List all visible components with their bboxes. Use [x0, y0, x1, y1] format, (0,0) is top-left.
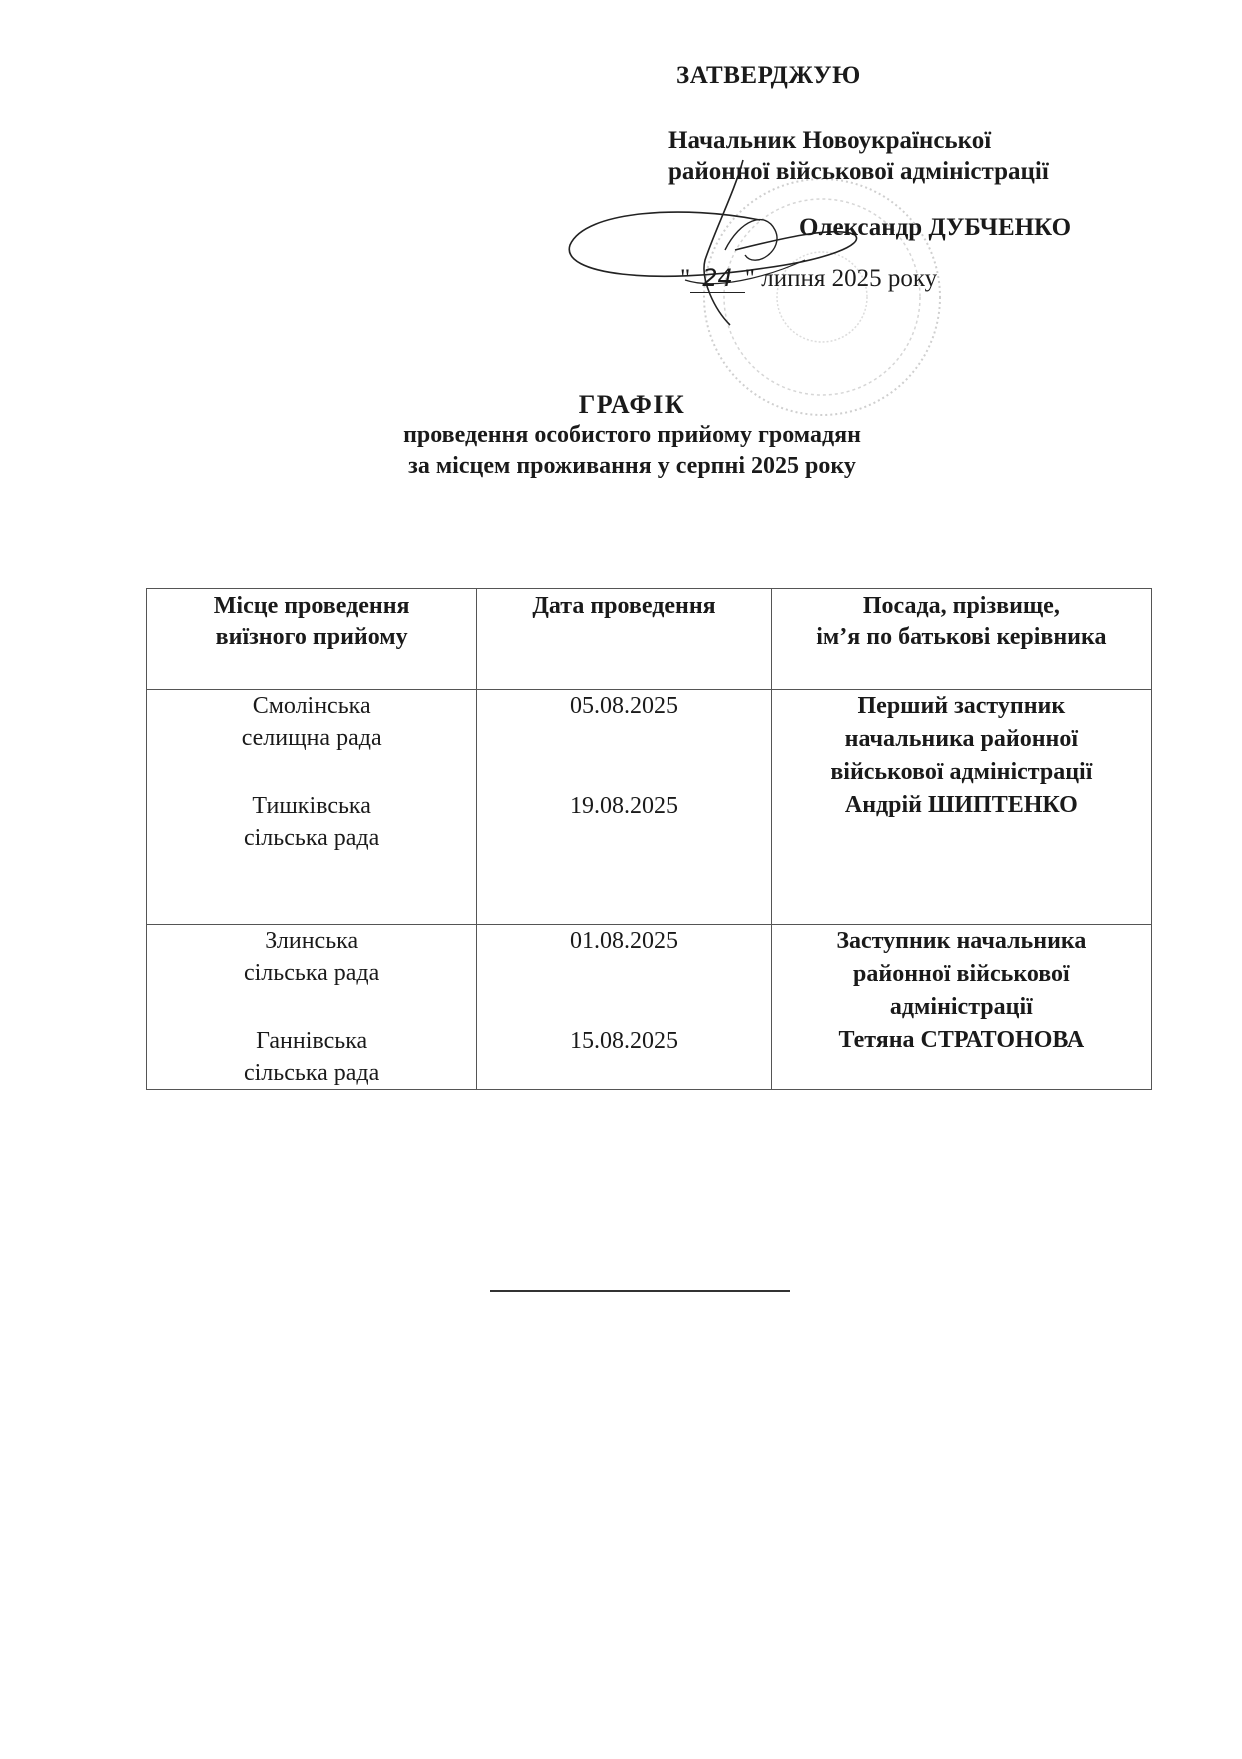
official-line: начальника районної	[844, 726, 1079, 752]
visit-date: 19.08.2025	[570, 793, 678, 819]
official-cell	[771, 690, 1151, 925]
approval-word: ЗАТВЕРДЖУЮ	[676, 62, 861, 89]
date-month-year: липня 2025 року	[761, 265, 938, 292]
place-name: Тишківська	[252, 793, 371, 819]
date-open-quote: "	[680, 265, 691, 292]
approval-date	[680, 264, 1228, 293]
place-name: сільська рада	[243, 960, 380, 986]
header-date	[477, 589, 771, 690]
date-cell	[477, 690, 771, 925]
header-line: виїзного прийому	[215, 624, 408, 650]
title-main: ГРАФІК	[578, 390, 686, 419]
official-line: військової адміністрації	[830, 759, 1093, 785]
official-line: Заступник начальника	[836, 928, 1087, 954]
place-cell	[147, 690, 477, 925]
document-title	[0, 390, 1242, 482]
title-line: за місцем проживання у серпні 2025 року	[408, 453, 856, 479]
header-line: Місце проведення	[213, 593, 410, 619]
approval-block	[668, 62, 1228, 293]
visit-date: 01.08.2025	[570, 928, 678, 954]
header-line: Посада, прізвище,	[862, 593, 1060, 619]
approver-position	[668, 125, 1228, 187]
place-name: Злинська	[265, 928, 359, 954]
title-line: проведення особистого прийому громадян	[403, 422, 861, 448]
closing-divider	[490, 1290, 790, 1292]
place-name: селищна рада	[241, 725, 382, 751]
visit-date: 15.08.2025	[570, 1028, 678, 1054]
approver-position-line: районної військової адміністрації	[668, 158, 1049, 185]
place-name: сільська рада	[243, 1060, 380, 1086]
header-place	[147, 589, 477, 690]
table-row	[147, 925, 1152, 1090]
table-header-row	[147, 589, 1152, 690]
official-line: районної військової	[853, 961, 1070, 987]
visit-date: 05.08.2025	[570, 693, 678, 719]
official-cell	[771, 925, 1151, 1090]
approver-position-line: Начальник Новоукраїнської	[668, 127, 992, 154]
official-name: Тетяна СТРАТОНОВА	[838, 1027, 1085, 1053]
schedule-table	[146, 588, 1152, 1090]
header-line: ім’я по батькові керівника	[816, 624, 1107, 650]
place-name: сільська рада	[243, 825, 380, 851]
date-cell	[477, 925, 771, 1090]
date-close-quote: "	[744, 265, 755, 292]
table-row	[147, 690, 1152, 925]
header-official	[771, 589, 1151, 690]
place-name: Смолінська	[252, 693, 371, 719]
place-cell	[147, 925, 477, 1090]
place-name: Ганнівська	[256, 1028, 368, 1054]
official-name: Андрій ШИПТЕНКО	[844, 792, 1078, 818]
header-line: Дата проведення	[532, 593, 716, 619]
official-line: Перший заступник	[857, 693, 1066, 719]
approver-name: Олександр ДУБЧЕНКО	[799, 214, 1072, 241]
official-line: адміністрації	[889, 994, 1033, 1020]
date-day: 24	[690, 264, 745, 293]
